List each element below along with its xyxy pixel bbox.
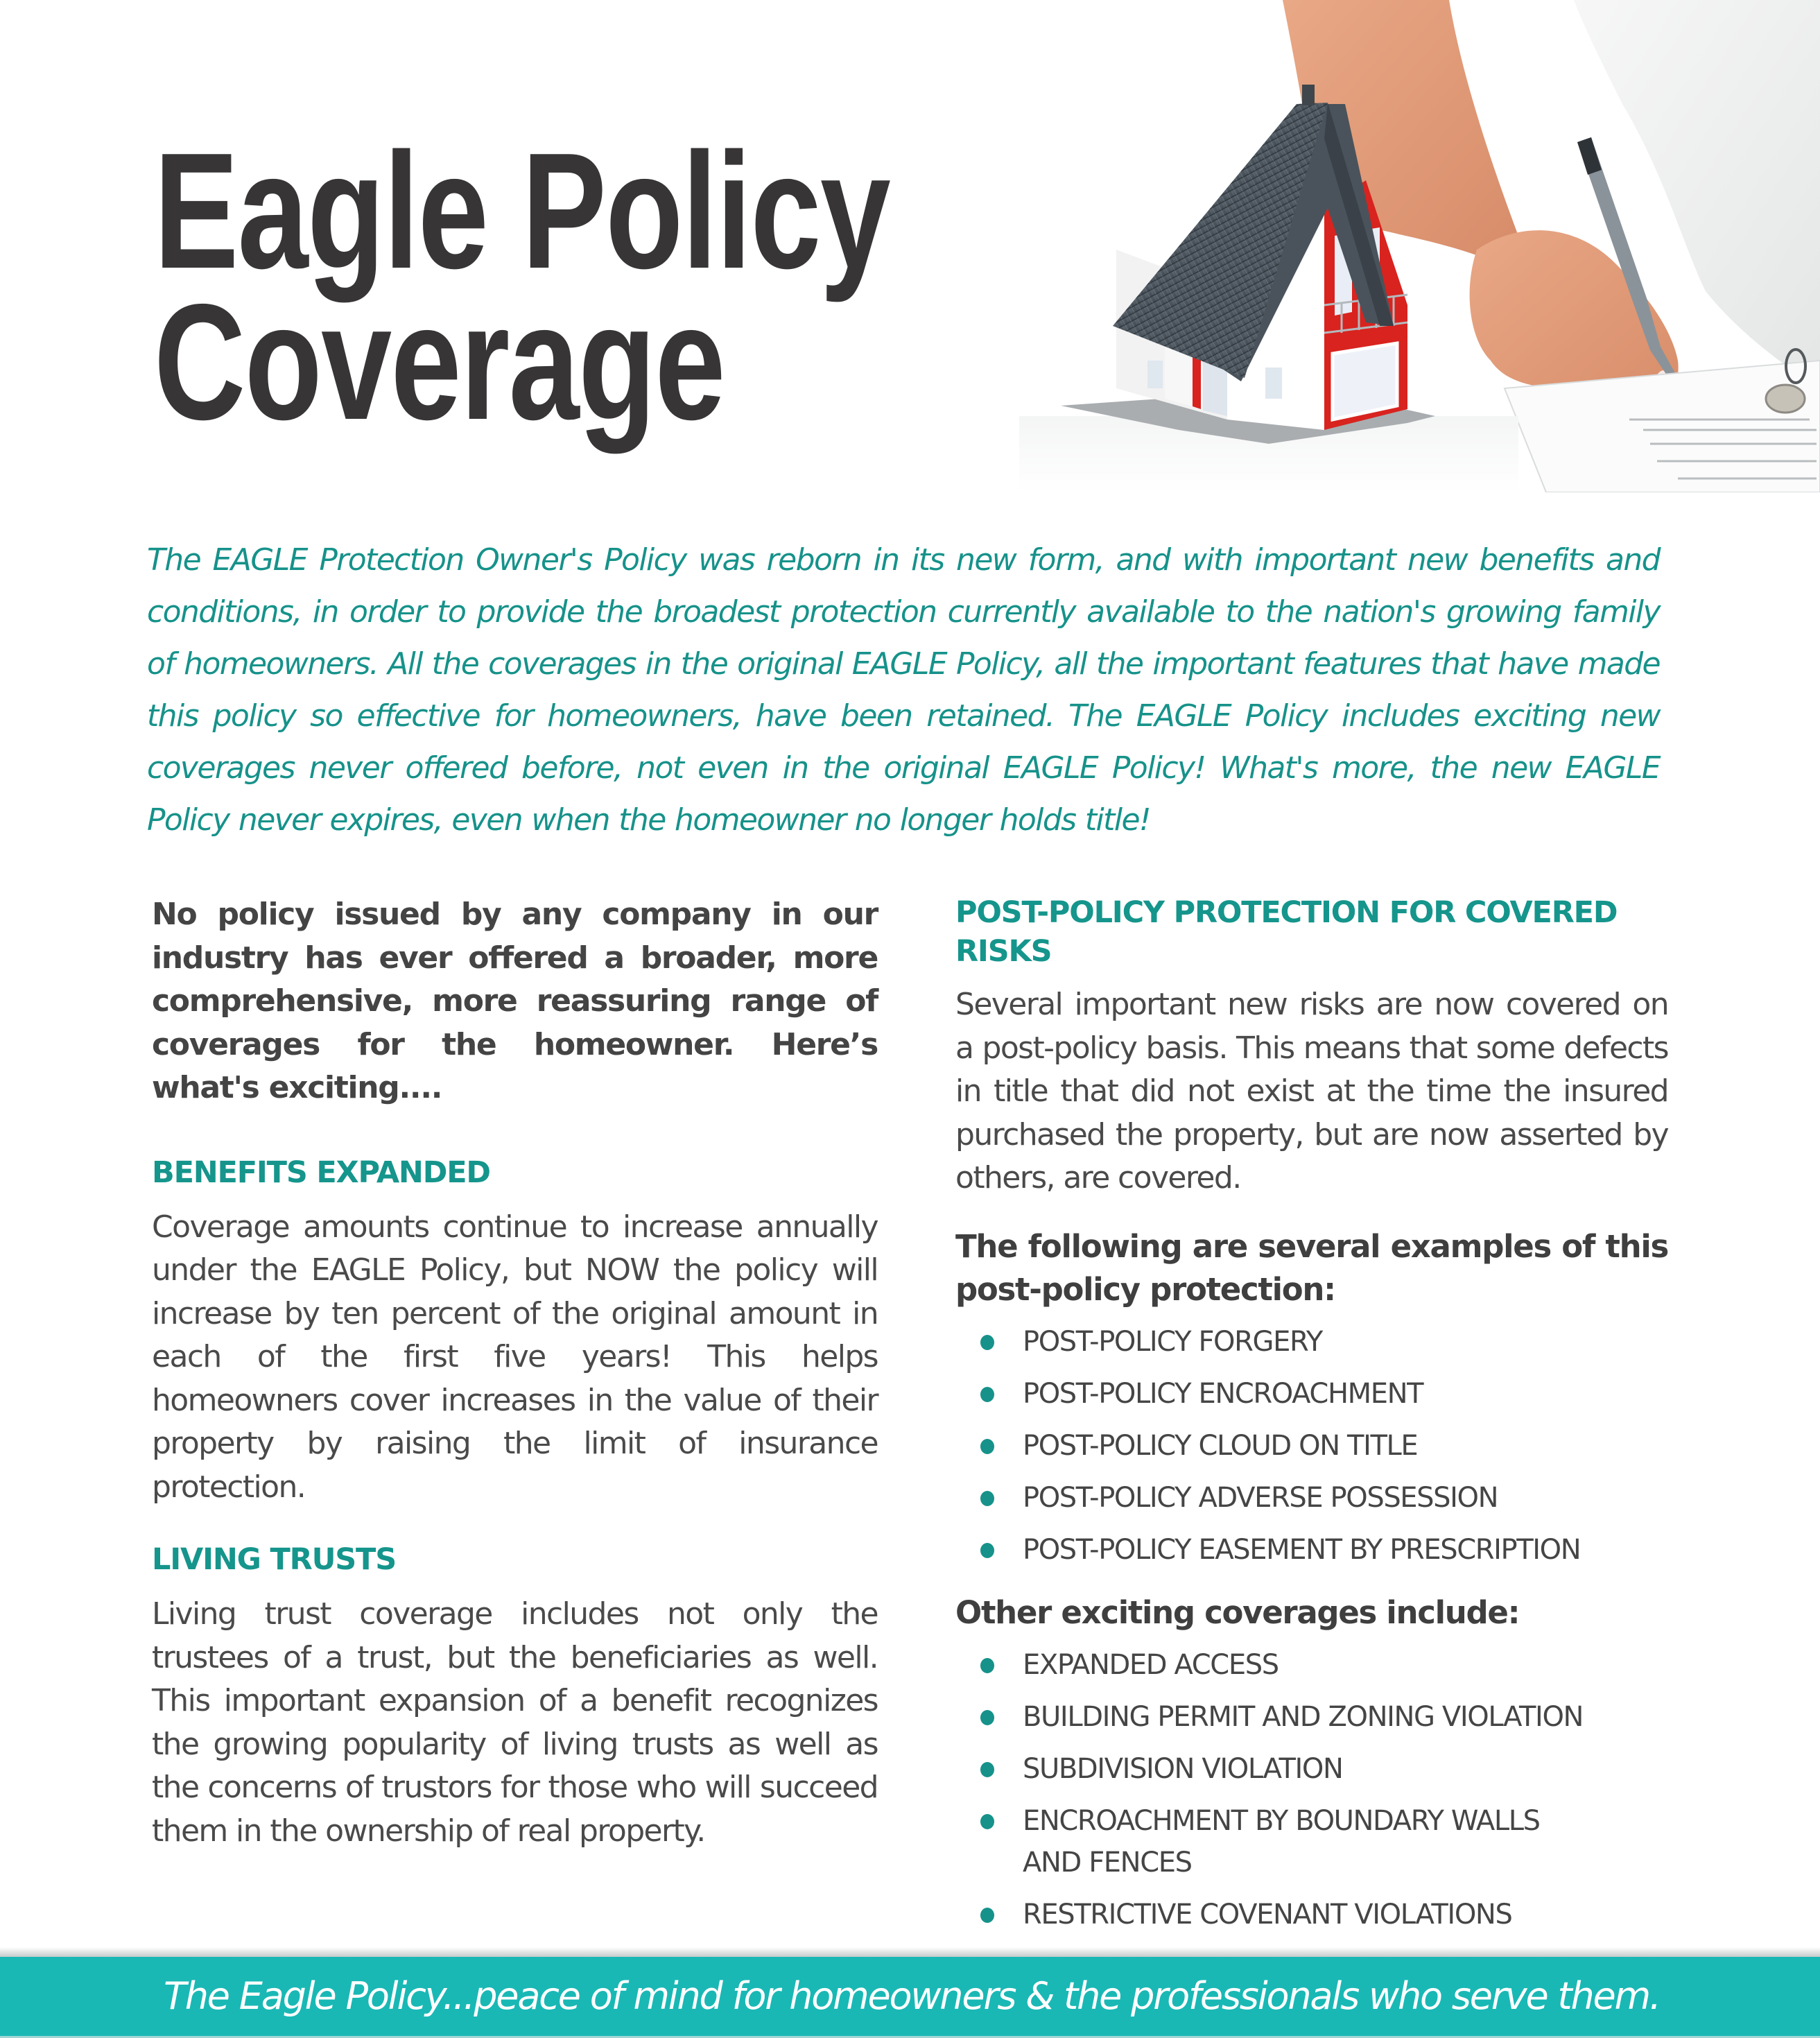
list-item-label: ENCROACHMENT BY BOUNDARY WALLS AND FENCES bbox=[1023, 1804, 1540, 1879]
keys-shape bbox=[1766, 385, 1805, 413]
chimney bbox=[1302, 85, 1315, 105]
list-item bbox=[955, 1644, 1668, 1686]
list-item-label: POST-POLICY ENCROACHMENT bbox=[1023, 1377, 1423, 1410]
other-coverages-list bbox=[955, 1644, 1668, 1935]
bullet-icon bbox=[980, 1710, 994, 1725]
list-item-label: POST-POLICY EASEMENT BY PRESCRIPTION bbox=[1023, 1533, 1581, 1566]
other-coverages-heading: Other exciting coverages include: bbox=[955, 1594, 1520, 1631]
lead-paragraph: No policy issued by any company in our industry has ever offered a broader, more comprehensive, more reassuring range of coverages for the homeowner. Here’s what's exciting.... bbox=[152, 897, 878, 1105]
intro-paragraph: The EAGLE Protection Owner's Policy was reborn in its new form, and with important new benefits and conditions, in order to provide the broadest protection currently available to the nation's growing family of homeowners. All the coverages in the original EAGLE Policy, all the important features that have made this policy so effective for homeowners, have been retained. The EAGLE Policy includes exciting new coverages never offered before, not even in the original EAGLE Policy! What's more, the new EAGLE Policy never expires, even when the homeowner no longer holds title! bbox=[147, 542, 1660, 838]
section-heading-benefits-expanded: BENEFITS EXPANDED bbox=[152, 1155, 490, 1190]
bullet-icon bbox=[980, 1387, 994, 1402]
hero-photo bbox=[1019, 0, 1820, 492]
list-item-label: EXPANDED ACCESS bbox=[1023, 1648, 1279, 1681]
page-title bbox=[154, 119, 890, 454]
title-line-1: Eagle Policy bbox=[154, 119, 890, 303]
list-item bbox=[955, 1425, 1668, 1467]
list-item bbox=[955, 1894, 1668, 1935]
bullet-icon bbox=[980, 1335, 994, 1350]
list-item-label: RESTRICTIVE COVENANT VIOLATIONS bbox=[1023, 1898, 1512, 1931]
list-item bbox=[955, 1477, 1668, 1519]
list-item-label: POST-POLICY FORGERY bbox=[1023, 1325, 1322, 1358]
section-body-living-trusts: Living trust coverage includes not only the trustees of a trust, but the beneficiaries as well. This important expansion of a benefit recognizes the growing popularity of living trusts as well as the concerns of trustors for those who will succeed them in the ownership of real property. bbox=[152, 1596, 878, 1849]
footer-banner bbox=[0, 1957, 1820, 2038]
bullet-icon bbox=[980, 1908, 994, 1923]
list-item-label: POST-POLICY CLOUD ON TITLE bbox=[1023, 1429, 1418, 1462]
list-item-label: SUBDIVISION VIOLATION bbox=[1023, 1752, 1343, 1785]
bullet-icon bbox=[980, 1543, 994, 1558]
examples-list bbox=[955, 1321, 1668, 1571]
list-item-label: POST-POLICY ADVERSE POSSESSION bbox=[1023, 1481, 1498, 1514]
title-line-2: Coverage bbox=[154, 270, 725, 454]
bullet-icon bbox=[980, 1439, 994, 1454]
examples-heading: The following are several examples of this post-policy protection: bbox=[955, 1227, 1668, 1308]
bay-window bbox=[1333, 343, 1397, 420]
list-item bbox=[955, 1373, 1668, 1415]
bullet-icon bbox=[980, 1814, 994, 1829]
bullet-icon bbox=[980, 1658, 994, 1673]
bullet-icon bbox=[980, 1491, 994, 1506]
section-body-benefits-expanded: Coverage amounts continue to increase annually under the EAGLE Policy, but NOW the policy will increase by ten percent of the original amount in each of the first five years! This helps homeowners cover increases in the value of their property by raising the limit of insurance protection. bbox=[152, 1209, 878, 1505]
footer-tagline: The Eagle Policy...peace of mind for homeowners & the professionals who serve them. bbox=[164, 1974, 1660, 2018]
bullet-icon bbox=[980, 1762, 994, 1777]
window bbox=[1265, 368, 1282, 399]
section-body-post-policy: Several important new risks are now covered on a post-policy basis. This means that some defects in title that did not exist at the time the insured purchased the property, but are now asserted by others, are covered. bbox=[955, 987, 1668, 1195]
section-heading-living-trusts: LIVING TRUSTS bbox=[152, 1542, 396, 1577]
list-item bbox=[955, 1696, 1668, 1738]
list-item-label: BUILDING PERMIT AND ZONING VIOLATION bbox=[1023, 1700, 1584, 1733]
porch-column bbox=[1193, 354, 1201, 409]
list-item bbox=[955, 1748, 1668, 1790]
left-column bbox=[152, 893, 878, 1853]
right-column bbox=[955, 893, 1668, 1935]
list-item bbox=[955, 1529, 1668, 1571]
section-heading-post-policy: POST-POLICY PROTECTION FOR COVERED RISKS bbox=[955, 895, 1618, 969]
list-item bbox=[955, 1800, 1668, 1883]
window bbox=[1147, 361, 1163, 388]
list-item bbox=[955, 1321, 1668, 1363]
